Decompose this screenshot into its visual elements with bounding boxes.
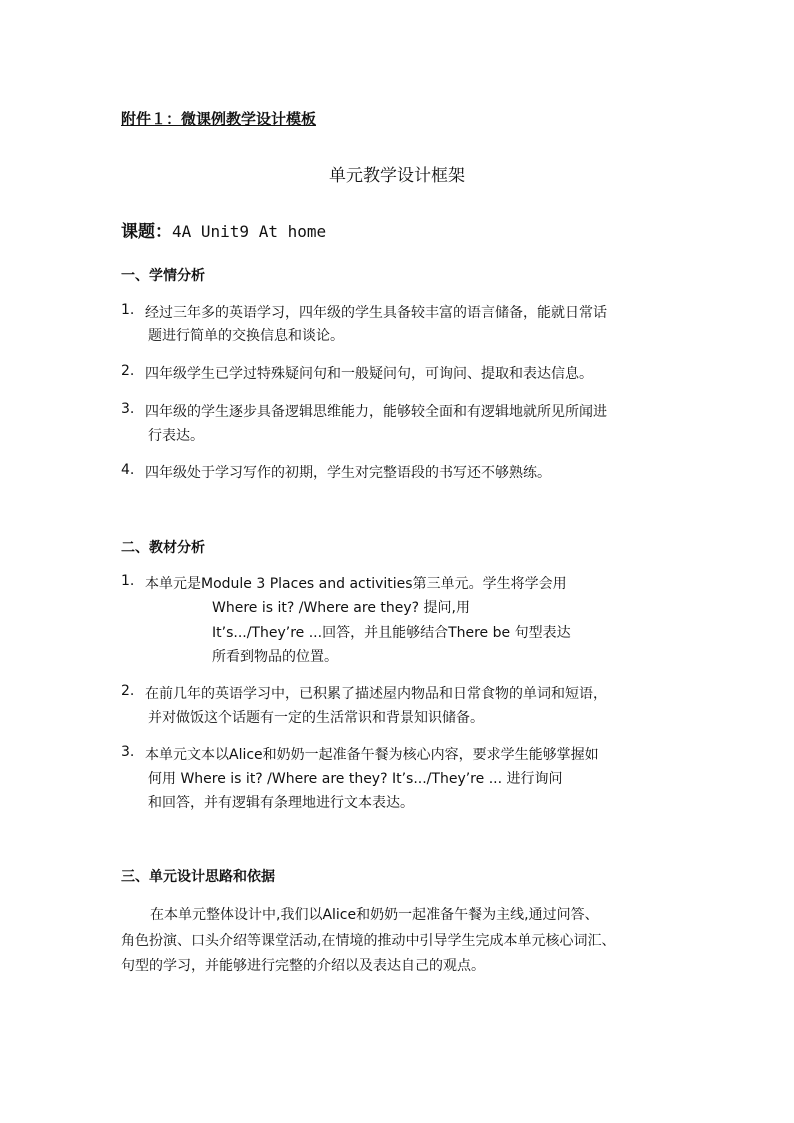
topic-line bbox=[121, 217, 326, 242]
item-line: 在前几年的英语学习中，已积累了描述屋内物品和日常食物的单词和短语， bbox=[145, 686, 607, 702]
paragraph-line: 句型的学习，并能够进行完整的介绍以及表达自己的观点。 bbox=[121, 958, 485, 974]
item-line: 所看到物品的位置。 bbox=[212, 649, 338, 665]
paragraph-line: 角色扮演、口头介绍等课堂活动,在情境的推动中引导学生完成本单元核心词汇、 bbox=[121, 933, 616, 949]
item-line: 何用 Where is it? /Where are they? It’s.../They’re ... 进行询问 bbox=[148, 771, 563, 787]
section1-heading: 一、学情分析 bbox=[121, 268, 205, 284]
item-line: 四年级的学生逐步具备逻辑思维能力，能够较全面和有逻辑地就所见所闻进 bbox=[145, 404, 607, 420]
item-number: 1. bbox=[121, 573, 135, 589]
document-title: 单元教学设计框架 bbox=[329, 166, 465, 186]
item-line: 行表达。 bbox=[148, 428, 204, 444]
section2-heading: 二、教材分析 bbox=[121, 540, 205, 556]
item-number: 3. bbox=[121, 401, 135, 417]
item-line: 本单元文本以Alice和奶奶一起准备午餐为核心内容，要求学生能够掌握如 bbox=[145, 747, 599, 763]
item-number: 4. bbox=[121, 462, 135, 478]
item-line: 经过三年多的英语学习，四年级的学生具备较丰富的语言储备，能就日常话 bbox=[145, 305, 607, 321]
item-number: 1. bbox=[121, 302, 135, 318]
item-line: Where is it? /Where are they? 提问,用 bbox=[212, 600, 470, 616]
item-line: 本单元是Module 3 Places and activities第三单元。学生将学会用 bbox=[145, 576, 567, 592]
item-line: 和回答，并有逻辑有条理地进行文本表达。 bbox=[148, 795, 414, 811]
item-line: 题进行简单的交换信息和谈论。 bbox=[148, 328, 344, 344]
item-number: 3. bbox=[121, 744, 135, 760]
section3-heading: 三、单元设计思路和依据 bbox=[121, 869, 275, 885]
topic-label: 课题： bbox=[121, 222, 172, 242]
item-number: 2. bbox=[121, 363, 135, 379]
item-line: 四年级学生已学过特殊疑问句和一般疑问句，可询问、提取和表达信息。 bbox=[145, 366, 593, 382]
paragraph-line: 在本单元整体设计中,我们以Alice和奶奶一起准备午餐为主线,通过问答、 bbox=[150, 907, 599, 923]
item-line: It’s.../They’re ...回答，并且能够结合There be 句型表达 bbox=[212, 625, 571, 641]
topic-value: 4A Unit9 At home bbox=[172, 222, 327, 241]
item-number: 2. bbox=[121, 683, 135, 699]
item-line: 并对做饭这个话题有一定的生活常识和背景知识储备。 bbox=[148, 710, 484, 726]
item-line: 四年级处于学习写作的初期，学生对完整语段的书写还不够熟练。 bbox=[145, 465, 551, 481]
attachment-title: 附件１：微课例教学设计模板 bbox=[121, 110, 317, 128]
